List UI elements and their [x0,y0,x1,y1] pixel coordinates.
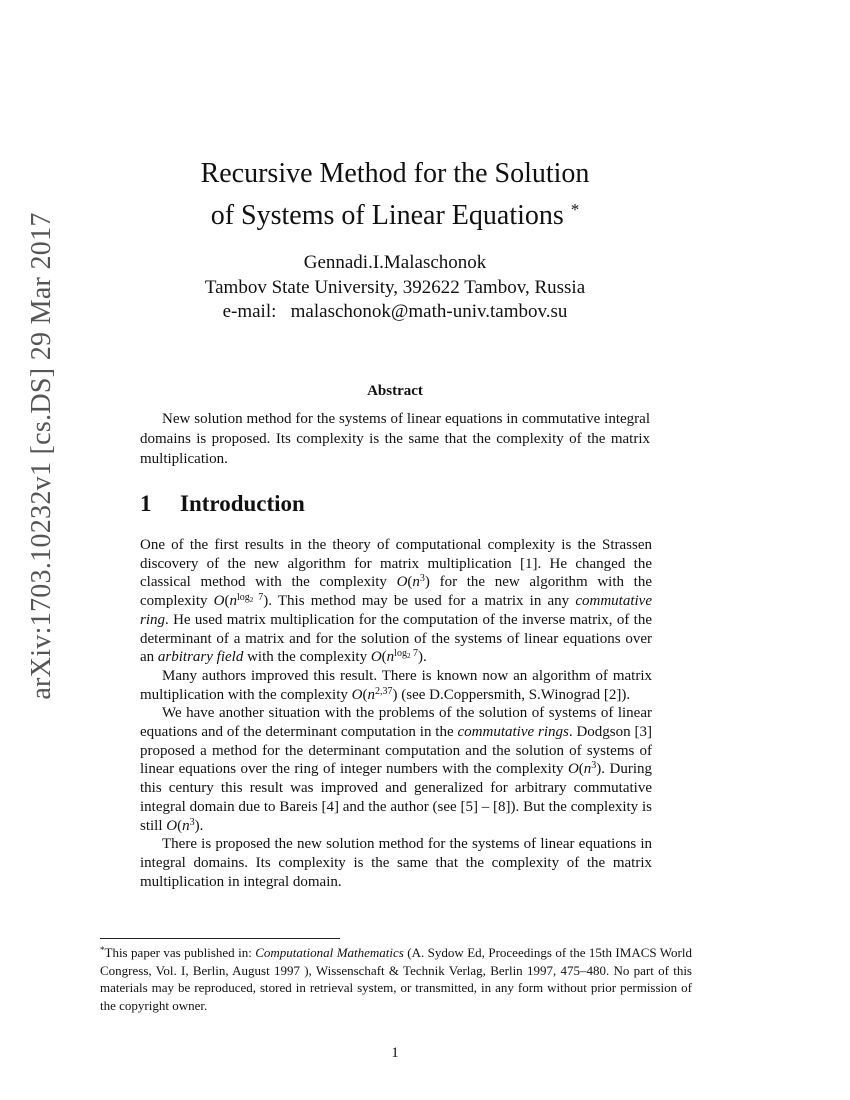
p1-text-g: with the complexity [243,649,371,666]
math-log-arg: 7 [410,648,418,660]
math-exp: 3 [591,760,597,772]
p2-text-b: (see D.Coppersmith, S.Winograd [2]). [397,686,631,703]
p3-emph-commutative-rings: commutative rings [457,724,569,741]
math-paren: ( [578,761,584,778]
math-log-base: 2 [406,652,411,661]
section-heading-introduction [140,491,305,517]
author-email-line [140,300,650,325]
math-O: O [351,686,363,703]
math-paren: ) [194,817,200,834]
title-line-1: Recursive Method for the Solution [200,158,590,189]
p1-text-a: One of the first results in the theory of computational complexity is the Strassen discovery of the new algorithm for matrix multiplication [1]. He changed the classical method with the complexity [140,537,652,591]
math-O: O [396,574,408,591]
author-block [140,251,650,325]
section-title: Introduction [180,491,305,516]
footnote [100,944,692,1014]
arxiv-stamp-margin [0,0,80,1100]
math-paren: ) [392,686,398,703]
footnote-text-a: This paper vas published in: [104,945,256,960]
p3-text-c: . Dodgson [3] proposed a method for the determinant computation and the solution of systems of linear equations over the ring of integer numbers with the complexity [140,724,652,778]
section-number: 1 [140,491,152,516]
math-O: O [370,649,382,666]
introduction-body [140,536,652,891]
title-line-2-text: of Systems of Linear Equations [210,200,564,231]
p3-text-d: . During this century this result was improved and generalized for arbitrary commutative integral domain due to Bareis [4] and the author (see [5] – [8]). But the complexity is still [140,761,652,834]
math-paren: ( [362,686,368,703]
math-paren: ( [407,574,413,591]
title-line-2 [140,192,650,234]
math-n: n [386,649,395,666]
math-paren: ) [417,649,423,666]
math-log-arg: 7 [253,592,264,604]
paper-title [140,156,650,234]
math-n: n [182,817,190,834]
abstract-heading: Abstract [367,383,423,399]
paragraph-4: There is proposed the new solution method for the systems of linear equations in integral domains. Its complexity is the same that the complexity of the matrix multiplication in integral domain. [140,836,652,890]
math-paren: ( [177,817,183,834]
math-n: n [412,574,420,591]
math-O: O [567,761,579,778]
title-footnote-mark: * [570,200,580,219]
author-affiliation: Tambov State University, 392622 Tambov, Russia [204,276,586,298]
footnote-divider [100,938,340,939]
math-period: . [422,649,427,666]
paragraph-1 [140,536,652,667]
math-exp: 3 [419,573,425,585]
paragraph-2 [140,667,652,704]
math-exp: 3 [189,816,195,828]
math-log: log [237,592,250,604]
p2-text-a: Many authors improved this result. There is known now an algorithm of matrix multiplication with the complexity [140,667,652,703]
math-n: n [583,761,592,778]
p3-text-a: We have another situation with the problems of the solution of systems of linear equations and of the determinant computation in the [140,705,652,741]
math-log-base: 2 [249,596,254,605]
math-log: log [394,648,407,660]
author-name: Gennadi.I.Malaschonok [303,252,487,273]
math-paren: ( [381,649,387,666]
paragraph-3 [140,704,652,835]
math-exp [237,592,263,603]
page-number: 1 [391,1045,399,1061]
footnote-text-b: (A. Sydow Ed, Proceedings of the 15th IMACS World Congress, Vol. I, Berlin, August 1997 ), Wissenschaft & Technik Verlag, Berlin 1997, 475–480. No part of this materials may be reproduced, stored in retrieval system, or transmitted, in any form without prior permission of the copyright owner. [100,945,692,1013]
p1-emph-arbitrary-field: arbitrary field [157,649,244,666]
math-exp: 2,37 [374,685,393,697]
math-paren: ) [424,574,430,591]
math-exp [394,648,418,659]
math-n: n [367,686,375,703]
footnote-journal: Computational Mathematics [255,945,404,960]
footnote-mark: * [100,945,105,955]
abstract-text: New solution method for the systems of linear equations in commutative integral domains is proposed. Its complexity is the same that the complexity of the matrix multiplication. [140,411,650,467]
p1-text-b: for the new algorithm with the complexity [140,574,652,610]
math-O: O [213,593,225,610]
p3-text-e: . [199,817,204,834]
p1-text-c: . This method may be used for a matrix in any [268,593,576,610]
email-label: e-mail: [222,301,277,322]
p1-emph-commutative-ring: commutative ring [140,593,652,628]
math-paren: ) [596,761,602,778]
p1-text-e: . He used matrix multiplication for the computation of the inverse matrix, of the determinant of a matrix and for the solution of the systems of linear equations over an [140,611,652,666]
math-O: O [166,817,178,834]
math-paren: ( [224,593,230,610]
math-paren: ) [263,593,269,610]
math-n: n [229,593,238,610]
arxiv-identifier: arXiv:1703.10232v1 [cs.DS] 29 Mar 2017 [26,212,57,700]
author-email: malaschonok@math-univ.tambov.su [290,301,568,322]
